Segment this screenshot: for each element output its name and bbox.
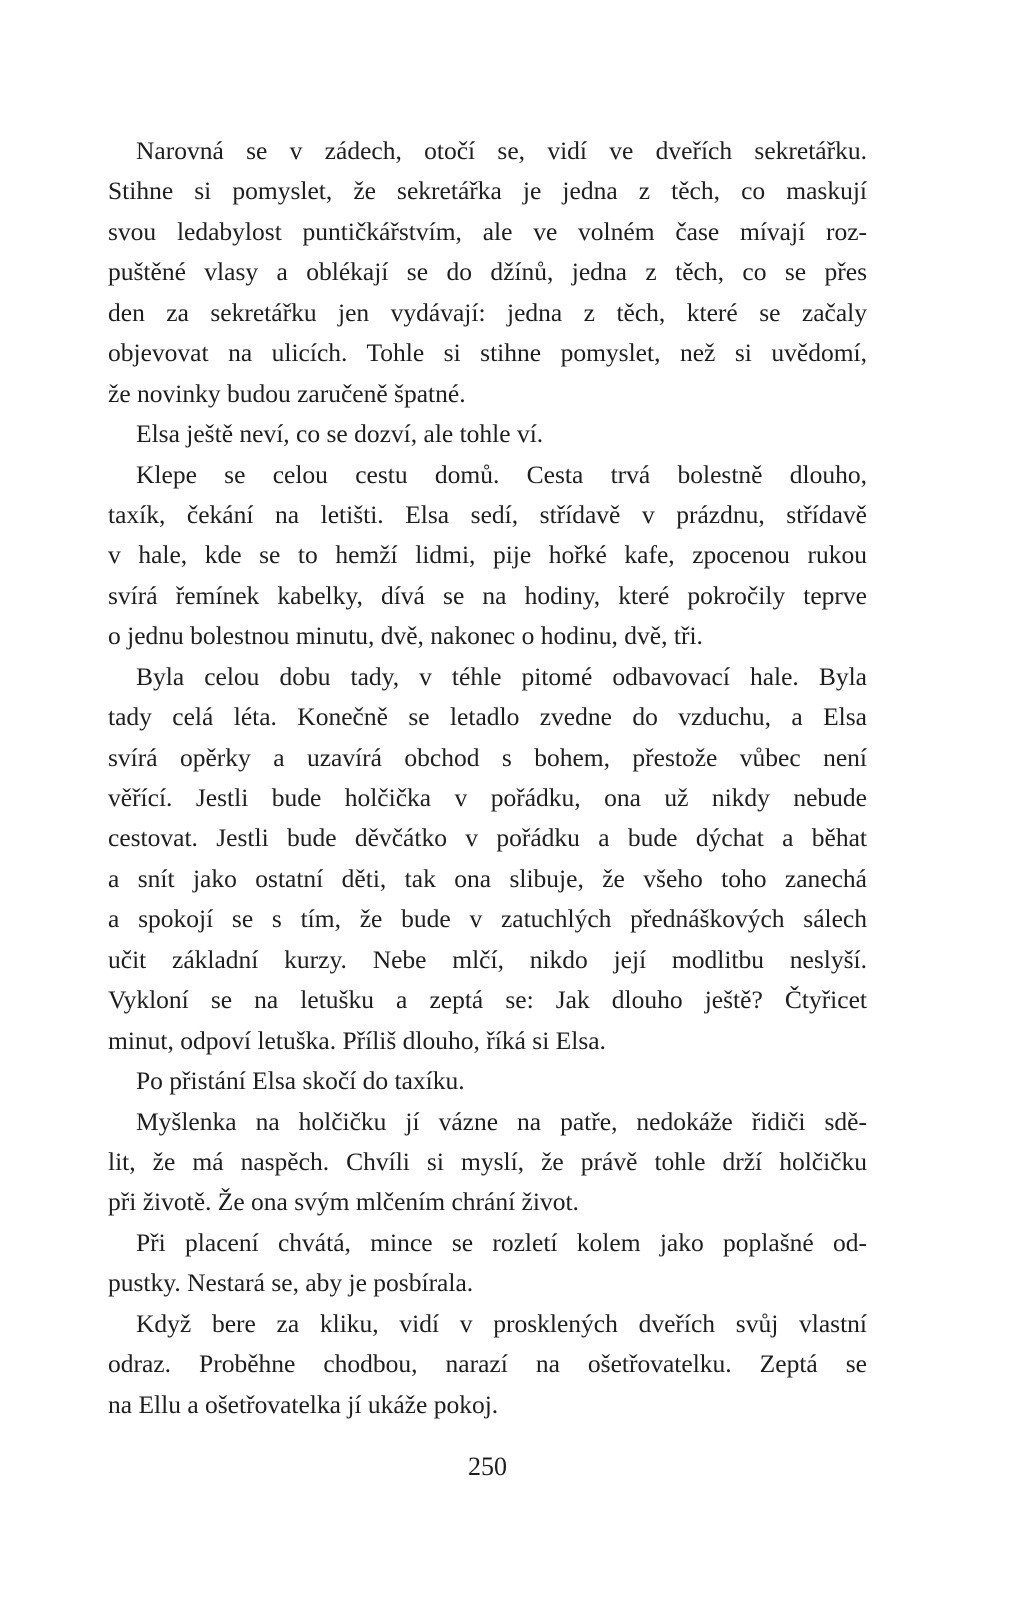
text-line: o jednu bolestnou minutu, dvě, nakonec o hodinu, dvě, tři.: [108, 621, 703, 651]
text-line: puštěné vlasy a oblékají se do džínů, jedna z těch, co se přes: [108, 257, 867, 287]
text-line: Stihne si pomyslet, že sekretářka je jedna z těch, co maskují: [108, 176, 867, 206]
text-line: na Ellu a ošetřovatelka jí ukáže pokoj.: [108, 1389, 499, 1419]
text-line: Vykloní se na letušku a zeptá se: Jak dlouho ještě? Čtyřicet: [108, 985, 867, 1015]
text-line: věřící. Jestli bude holčička v pořádku, ona už nikdy nebude: [108, 783, 867, 812]
text-line: a spokojí se s tím, že bude v zatuchlých přednáškových sálech: [108, 904, 867, 934]
text-line: tady celá léta. Konečně se letadlo zvedne do vzduchu, a Elsa: [108, 702, 867, 732]
text-line: svírá opěrky a uzavírá obchod s bohem, přestože vůbec není: [108, 742, 867, 772]
text-line: Při placení chvátá, mince se rozletí kolem jako poplašné od-: [136, 1227, 867, 1257]
text-line: učit základní kurzy. Nebe mlčí, nikdo její modlitbu neslyší.: [108, 944, 867, 974]
text-line: pustky. Nestará se, aby je posbírala.: [108, 1268, 474, 1298]
text-line: svírá řemínek kabelky, dívá se na hodiny, které pokročily teprve: [108, 580, 867, 610]
text-line: odraz. Proběhne chodbou, narazí na ošetřovatelku. Zeptá se: [108, 1349, 867, 1379]
text-line: že novinky budou zaručeně špatné.: [108, 378, 466, 408]
text-line: svou ledabylost puntičkářstvím, ale ve volném čase mívají roz-: [108, 216, 867, 246]
text-line: Když bere za kliku, vidí v prosklených dveřích svůj vlastní: [136, 1308, 867, 1338]
text-line: Byla celou dobu tady, v téhle pitomé odbavovací hale. Byla: [136, 661, 867, 691]
text-line: při životě. Že ona svým mlčením chrání život.: [108, 1187, 579, 1217]
text-line: objevovat na ulicích. Tohle si stihne pomyslet, než si uvědomí,: [108, 338, 867, 368]
body-text: [108, 131, 867, 1425]
text-line: Narovná se v zádech, otočí se, vidí ve dveřích sekretářku.: [136, 136, 867, 165]
text-line: Myšlenka na holčičku jí vázne na patře, nedokáže řidiči sdě-: [136, 1106, 867, 1136]
page-number: 250: [468, 1452, 507, 1481]
text-line: Klepe se celou cestu domů. Cesta trvá bolestně dlouho,: [136, 459, 867, 489]
text-line: a snít jako ostatní děti, tak ona slibuje, že všeho toho zanechá: [108, 863, 867, 893]
text-line: Po přistání Elsa skočí do taxíku.: [136, 1066, 465, 1096]
text-line: Elsa ještě neví, co se dozví, ale tohle ví.: [136, 419, 544, 449]
text-line: taxík, čekání na letišti. Elsa sedí, střídavě v prázdnu, střídavě: [108, 499, 867, 529]
text-line: den za sekretářku jen vydávají: jedna z těch, které se začaly: [108, 297, 867, 327]
text-line: cestovat. Jestli bude děvčátko v pořádku a bude dýchat a běhat: [108, 823, 867, 853]
text-line: lit, že má naspěch. Chvíli si myslí, že právě tohle drží holčičku: [108, 1146, 867, 1176]
text-line: minut, odpoví letuška. Příliš dlouho, říká si Elsa.: [108, 1025, 606, 1055]
text-line: v hale, kde se to hemží lidmi, pije hořké kafe, zpocenou rukou: [108, 540, 867, 570]
